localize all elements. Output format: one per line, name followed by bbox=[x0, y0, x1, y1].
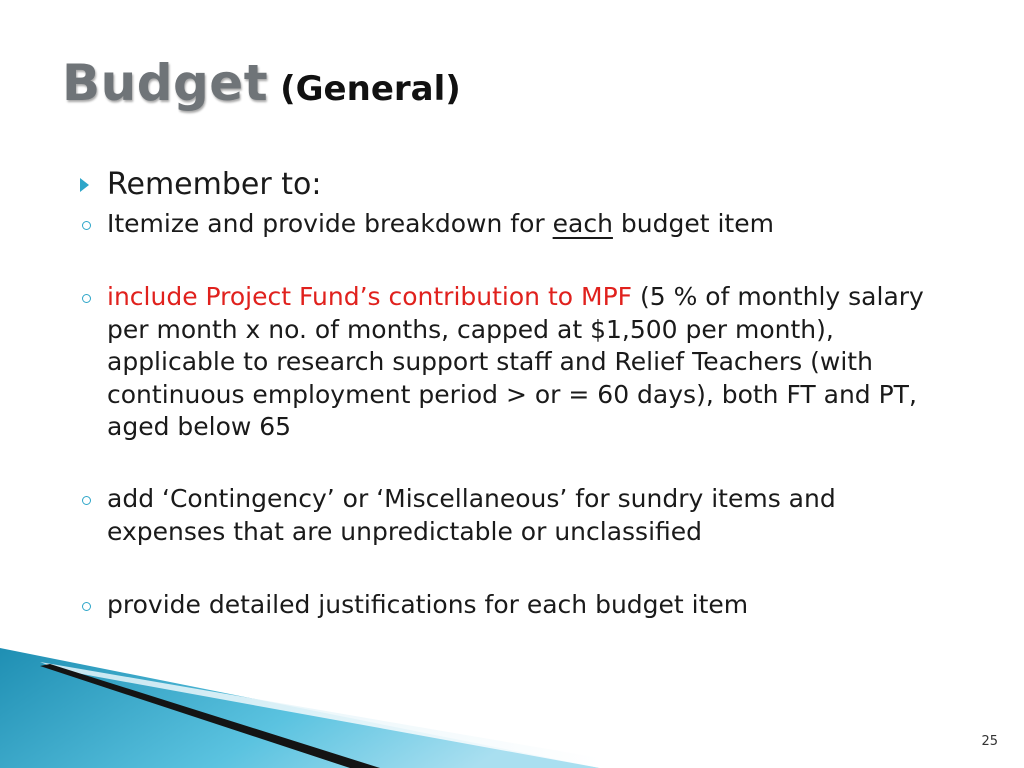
bullet-itemize bbox=[107, 208, 947, 241]
bullet-contingency: add ‘Contingency’ or ‘Miscellaneous’ for sundry items and expenses that are unpredictable or unclassified bbox=[107, 484, 836, 546]
bullet-justifications: provide detailed justifications for each budget item bbox=[107, 590, 749, 619]
decorative-swoosh bbox=[0, 640, 600, 768]
bullet-mpf-highlight: include Project Fund’s contribution to MPF bbox=[107, 282, 633, 311]
bullet-itemize-underlined: each bbox=[552, 209, 613, 238]
bullet-itemize-after: budget item bbox=[612, 209, 774, 238]
bullet-remember: Remember to: bbox=[107, 167, 322, 202]
circle-bullet-icon bbox=[82, 221, 91, 230]
page-number: 25 bbox=[981, 734, 998, 749]
title-subtitle: (General) bbox=[280, 69, 461, 109]
title-main: Budget bbox=[62, 54, 269, 112]
bullet-itemize-before: Itemize and provide breakdown for bbox=[107, 209, 553, 238]
slide-title bbox=[62, 54, 461, 112]
triangle-bullet-icon bbox=[80, 178, 89, 192]
circle-bullet-icon bbox=[82, 496, 91, 505]
circle-bullet-icon bbox=[82, 294, 91, 303]
bullet-mpf-rest: (5 % of monthly salary per month x no. of months, capped at $1,500 per month), applicable to research support staff and Relief Teachers (with continuous employment period > or = 60 days), both FT and PT, aged below 65 bbox=[107, 282, 924, 441]
circle-bullet-icon bbox=[82, 602, 91, 611]
bullet-mpf bbox=[107, 281, 947, 444]
